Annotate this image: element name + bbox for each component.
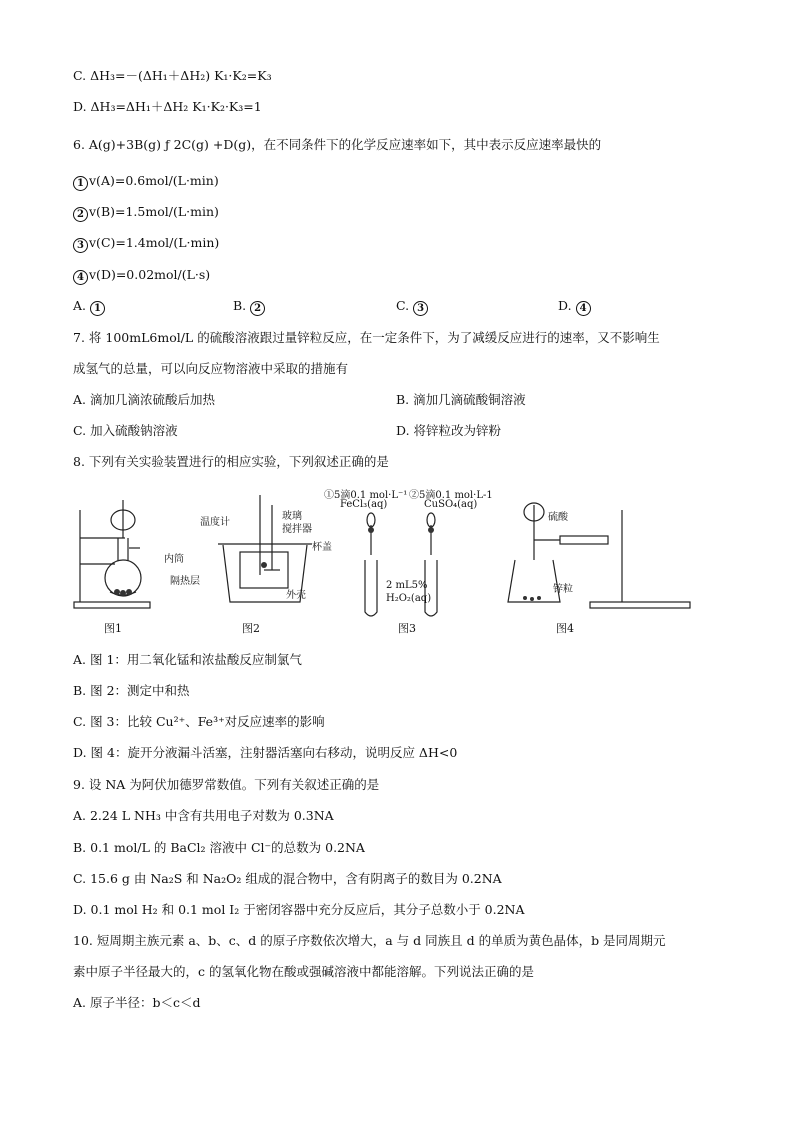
label-thermometer: 温度计 [200,517,230,528]
label-drop-1a: ①5滴0.1 mol·L⁻¹ [324,490,408,501]
q7-option-a: A. 滴加几滴浓硫酸后加热 [73,392,215,407]
q8-option-c: C. 图 3：比较 Cu²⁺、Fe³⁺对反应速率的影响 [73,714,325,729]
q7-stem-1: 7. 将 100mL6mol/L 的硫酸溶液跟过量锌粒反应，在一定条件下，为了减缓反应进行的速率，又不影响生 [73,330,660,345]
caption-fig3: 图3 [398,622,416,635]
q7-option-d: D. 将锌粒改为锌粉 [396,423,502,438]
q6-choice-c: C. 3 [396,298,429,316]
q7-option-b: B. 滴加几滴硫酸铜溶液 [396,392,526,407]
caption-fig2: 图2 [242,622,260,635]
label-inner-cup: 内筒 [164,554,184,565]
label-insulation: 隔热层 [170,576,200,587]
label-drop-2a: ②5滴0.1 mol·L-1 [409,490,493,501]
q8-option-a: A. 图 1：用二氧化锰和浓盐酸反应制氯气 [73,652,302,667]
q6-choice-b: B. 2 [233,298,266,316]
q10-stem-1: 10. 短周期主族元素 a、b、c、d 的原子序数依次增大，a 与 d 同族且 d 的单质为黄色晶体，b 是同周期元 [73,933,666,948]
q6-item-1: 1 v(A)=0.6mol/(L·min) [73,173,219,191]
q10-option-a: A. 原子半径：b＜c＜d [73,995,201,1010]
label-drop-1b: FeCl₃(aq) [340,499,388,510]
q9-option-b: B. 0.1 mol/L 的 BaCl₂ 溶液中 Cl⁻的总数为 0.2NA [73,840,365,855]
label-lid: 杯盖 [312,542,332,553]
label-h2o2-volume: 2 mL5% [386,580,428,591]
q6-stem: 6. A(g)+3B(g) ƒ 2C(g) +D(g)，在不同条件下的化学反应速率如下，其中表示反应速率最快的 [73,137,602,152]
q9-option-a: A. 2.24 L NH₃ 中含有共用电子对数为 0.3NA [73,808,334,823]
caption-fig4: 图4 [556,622,574,635]
q6-item-4: 4 v(D)=0.02mol/(L·s) [73,267,210,285]
label-zinc: 锌粒 [553,584,573,595]
q8-option-d: D. 图 4：旋开分液漏斗活塞，注射器活塞向右移动，说明反应 ΔH<0 [73,745,458,760]
q9-option-c: C. 15.6 g 由 Na₂S 和 Na₂O₂ 组成的混合物中，含有阴离子的数目为 0.2NA [73,871,502,886]
label-stirrer: 搅拌器 [282,524,312,535]
label-h2o2: H₂O₂(aq) [386,593,432,604]
label-shell: 外壳 [286,590,306,601]
q6-item-2: 2 v(B)=1.5mol/(L·min) [73,204,219,222]
caption-fig1: 图1 [104,622,122,635]
q8-stem: 8. 下列有关实验装置进行的相应实验，下列叙述正确的是 [73,454,389,469]
q5-option-d: D. ΔH₃=ΔH₁＋ΔH₂ K₁·K₂·K₃=1 [73,99,262,114]
q5-option-c: C. ΔH₃=－(ΔH₁＋ΔH₂) K₁·K₂=K₃ [73,68,272,83]
label-glass: 玻璃 [282,511,302,522]
q8-option-b: B. 图 2：测定中和热 [73,683,190,698]
q7-stem-2: 成氢气的总量，可以向反应物溶液中采取的措施有 [73,361,349,376]
apparatus-figures [60,480,740,640]
q8-figures [60,480,740,640]
q9-option-d: D. 0.1 mol H₂ 和 0.1 mol I₂ 于密闭容器中充分反应后，其分子总数小于 0.2NA [73,902,525,917]
q6-choice-a: A. 1 [73,298,106,316]
q7-option-c: C. 加入硫酸钠溶液 [73,423,178,438]
q6-item-3: 3 v(C)=1.4mol/(L·min) [73,235,219,253]
q10-stem-2: 素中原子半径最大的，c 的氢氧化物在酸或强碱溶液中都能溶解。下列说法正确的是 [73,964,534,979]
label-sulfuric-acid: 硫酸 [548,512,568,523]
q9-stem: 9. 设 NA 为阿伏加德罗常数值。下列有关叙述正确的是 [73,777,380,792]
q6-choice-d: D. 4 [558,298,592,316]
label-drop-2b: CuSO₄(aq) [424,499,478,510]
